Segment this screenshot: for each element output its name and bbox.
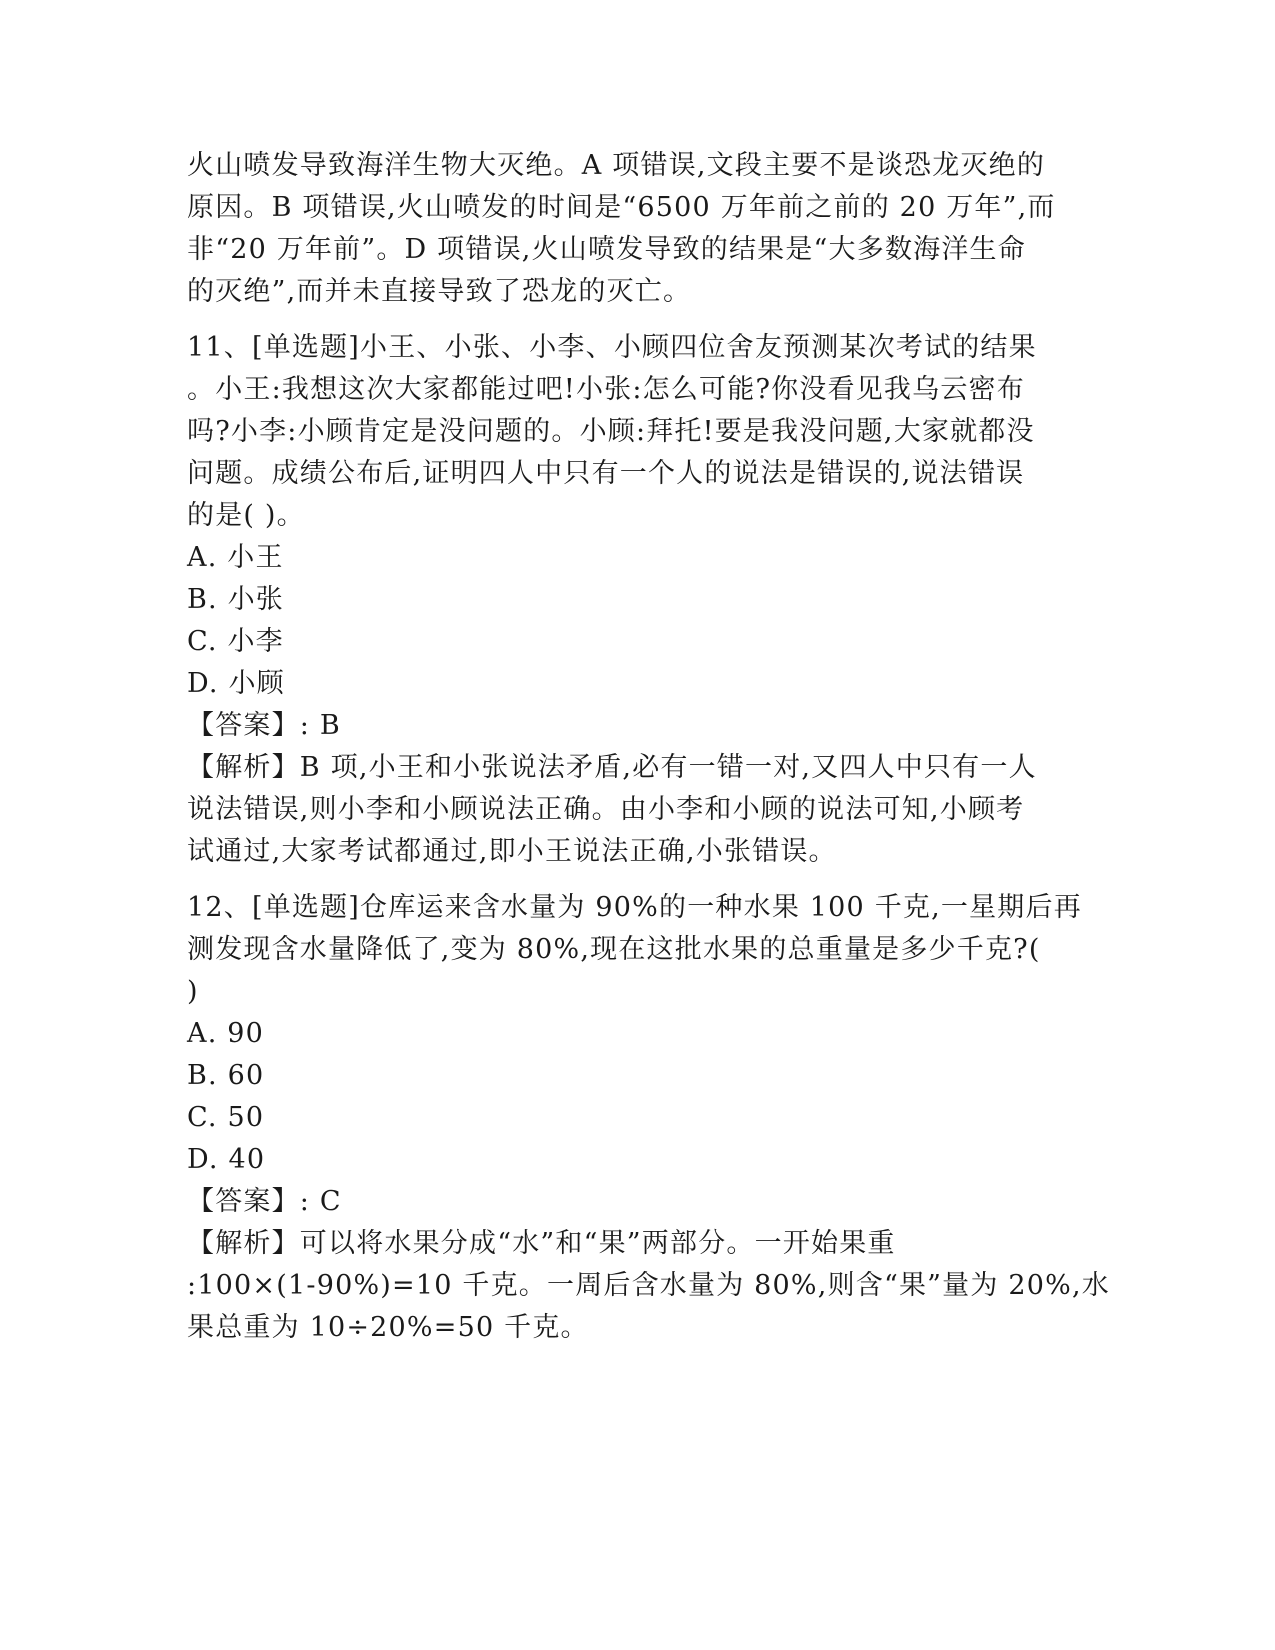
option-a: A. 小王 bbox=[187, 542, 284, 573]
option-b: B. 60 bbox=[187, 1060, 265, 1091]
option-a: A. 90 bbox=[187, 1018, 265, 1049]
text-line: 的灭绝”,而并未直接导致了恐龙的灭亡。 bbox=[187, 276, 692, 307]
question-stem bbox=[187, 327, 1087, 537]
text-line: 测发现含水量降低了,变为 80%,现在这批水果的总重量是多少千克?( bbox=[187, 934, 1041, 965]
text-line: 吗?小李:小顾肯定是没问题的。小顾:拜托!要是我没问题,大家就都没 bbox=[187, 416, 1035, 447]
text-line: 非“20 万年前”。D 项错误,火山喷发导致的结果是“大多数海洋生命 bbox=[187, 234, 1026, 265]
text-line: :100×(1-90%)=10 千克。一周后含水量为 80%,则含“果”量为 20%,水 bbox=[187, 1270, 1110, 1301]
text-line: 火山喷发导致海洋生物大灭绝。A 项错误,文段主要不是谈恐龙灭绝的 bbox=[187, 150, 1046, 181]
text-line: 。小王:我想这次大家都能过吧!小张:怎么可能?你没看见我乌云密布 bbox=[187, 374, 1025, 405]
option-c: C. 50 bbox=[187, 1102, 265, 1133]
text-line: 问题。成绩公布后,证明四人中只有一个人的说法是错误的,说法错误 bbox=[187, 458, 1025, 489]
text-line: 【解析】B 项,小王和小张说法矛盾,必有一错一对,又四人中只有一人 bbox=[187, 752, 1037, 783]
text-line: 试通过,大家考试都通过,即小王说法正确,小张错误。 bbox=[187, 836, 837, 867]
question-11 bbox=[187, 327, 1087, 873]
text-line: 11、[单选题]小王、小张、小李、小顾四位舍友预测某次考试的结果 bbox=[187, 332, 1037, 363]
text-line: 果总重为 10÷20%=50 千克。 bbox=[187, 1312, 589, 1343]
document-page bbox=[187, 145, 1110, 1349]
analysis bbox=[187, 747, 1087, 873]
text-line: 的是( )。 bbox=[187, 500, 305, 531]
text-line: ) bbox=[187, 976, 199, 1007]
option-b: B. 小张 bbox=[187, 584, 285, 615]
text-line: 说法错误,则小李和小顾说法正确。由小李和小顾的说法可知,小顾考 bbox=[187, 794, 1025, 825]
analysis bbox=[187, 1223, 1110, 1349]
question-12 bbox=[187, 887, 1110, 1349]
carry-over-paragraph bbox=[187, 145, 1087, 313]
text-line: 原因。B 项错误,火山喷发的时间是“6500 万年前之前的 20 万年”,而 bbox=[187, 192, 1056, 223]
option-list bbox=[187, 1013, 1087, 1181]
answer-line: 【答案】: B bbox=[187, 710, 341, 741]
option-d: D. 40 bbox=[187, 1144, 266, 1175]
text-line: 12、[单选题]仓库运来含水量为 90%的一种水果 100 千克,一星期后再 bbox=[187, 892, 1082, 923]
question-stem bbox=[187, 887, 1087, 1013]
answer-line: 【答案】: C bbox=[187, 1186, 342, 1217]
text-line: 【解析】可以将水果分成“水”和“果”两部分。一开始果重 bbox=[187, 1228, 896, 1259]
option-list bbox=[187, 537, 1087, 705]
option-c: C. 小李 bbox=[187, 626, 284, 657]
option-d: D. 小顾 bbox=[187, 668, 285, 699]
